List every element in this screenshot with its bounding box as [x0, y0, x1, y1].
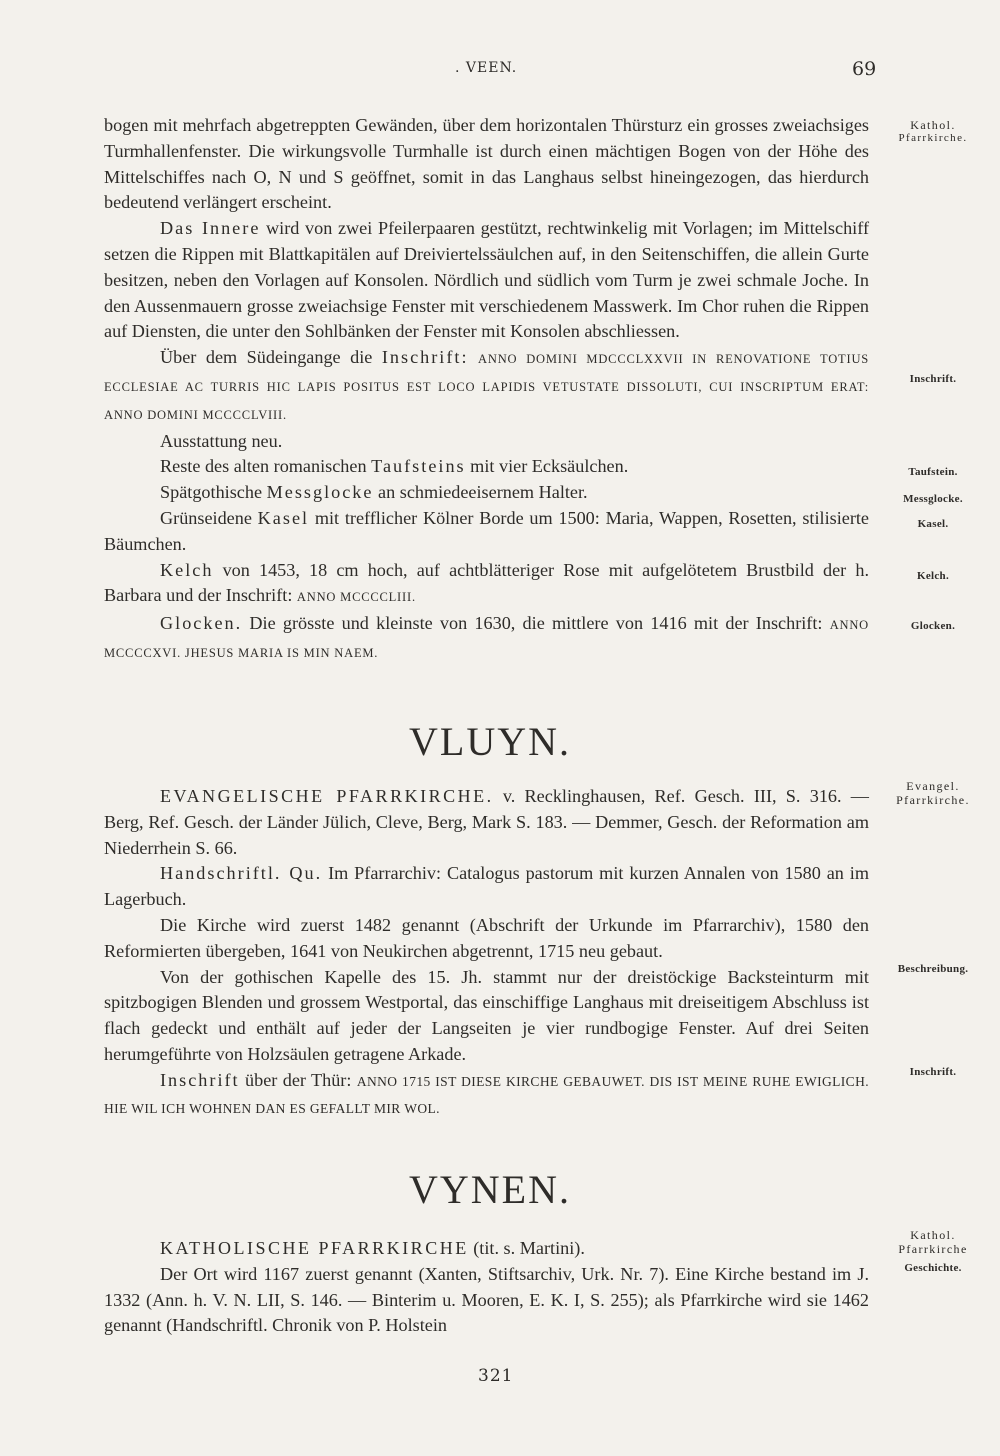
veen-paragraph-ausstattung: Ausstattung neu.	[160, 430, 283, 451]
vynen-church-title: KATHOLISCHE PFARRKIRCHE	[160, 1238, 469, 1258]
veen-inscription-paragraph: Über dem Südeingange die Inschrift: ANNO DOMINI MDCCCLXXVII IN RENOVATIONE TOTIUS ECCLESIAE AC TURRIS HIC LAPIS POSITUS EST LOCO LAPIDIS VETUSTATE DISSOLUTI, CUI INSCRIPTUM ERAT: ANNO DOMINI MCCCCLVIII.	[104, 347, 870, 422]
veen-paragraph-kasel: Grünseidene Kasel mit trefflicher Kölner Borde um 1500: Maria, Wappen, Rosetten, stilisierte Bäumchen.	[104, 507, 870, 554]
veen-section	[104, 113, 869, 667]
margin-note-kathol-2: Kathol.	[910, 1228, 956, 1242]
margin-note-pfarrkirche-3: Pfarrkirche	[898, 1242, 968, 1256]
veen-paragraph-2: Das Innere wird von zwei Pfeilerpaaren gestützt, rechtwinkelig mit Vorlagen; im Mittelschiff setzen die Rippen mit Blattkapitälen auf Dreiviertelssäulchen auf, in den Seitenschiffen, die allein Gurte besitzen, neben den Vorlagen auf Konsolen. Nördlich und südlich vom Turm je zwei schmale Joche. In den Aussenmauern grosse zweiachsige Fenster mit verschiedenem Masswerk. Im Chor ruhen die Rippen auf Diensten, die unter den Sohlbänken der Fenster mit Konsolen abschliessen.	[104, 218, 869, 342]
margin-note-evangel: Evangel.	[906, 779, 960, 793]
vynen-paragraph-1: Der Ort wird 1167 zuerst genannt (Xanten, Stiftsarchiv, Urk. Nr. 7). Eine Kirche bestand im J. 1332 (Ann. h. V. N. LII, S. 146. — Binterim u. Mooren, E. K. I, S. 255); als Pfarrkirche wird sie 1462 genannt (Handschriftl. Chronik von P. Holstein	[104, 1263, 869, 1336]
section-heading-vluyn: VLUYN.	[409, 719, 571, 764]
veen-paragraph-messglocke: Spätgothische Messglocke an schmiedeeisernem Halter.	[160, 482, 588, 503]
veen-paragraph-glocken: Glocken. Die grösste und kleinste von 1630, die mittlere von 1416 mit der Inschrift: ANNO MCCCCXVI. JHESUS MARIA IS MIN NAEM.	[104, 613, 869, 660]
keyword-das-innere: Das Innere	[160, 218, 261, 239]
margin-note-beschreibung: Beschreibung.	[897, 963, 969, 975]
margin-note-pfarrkirche-2: Pfarrkirche.	[896, 793, 970, 807]
veen-paragraph-kelch: Kelch von 1453, 18 cm hoch, auf achtblätteriger Rose mit aufgelötetem Brustbild der h. Barbara und der Inschrift: ANNO MCCCCLIII.	[104, 559, 869, 606]
folio-number: 321	[478, 1366, 514, 1386]
page-number: 69	[852, 58, 877, 80]
margin-note-kelch: Kelch.	[916, 570, 950, 582]
margin-note-inschrift-2: Inschrift.	[909, 1066, 957, 1078]
vluyn-title-paragraph: EVANGELISCHE PFARRKIRCHE. v. Recklinghausen, Ref. Gesch. III, S. 316. — Berg, Ref. Gesch. der Länder Jülich, Cleve, Berg, Mark S. 183. — Demmer, Gesch. der Reformation am Niederrhein S. 66.	[104, 786, 869, 858]
margin-note-pfarrkirche: Pfarrkirche.	[898, 132, 968, 144]
inscription-text: ANNO DOMINI MDCCCLXXVII IN RENOVATIONE TOTIUS ECCLESIAE AC TURRIS HIC LAPIS POSITUS EST LOCO LAPIDIS VETUSTATE DISSOLUTI, CUI INSCRIPTUM ERAT: ANNO DOMINI MCCCCLVIII.	[104, 352, 870, 422]
vluyn-church-title: EVANGELISCHE PFARRKIRCHE.	[160, 786, 494, 806]
veen-paragraph-1: bogen mit mehrfach abgetreppten Gewänden, über dem horizontalen Thürsturz ein grosses zweiachsiges Turmhallenfenster. Die wirkungsvolle Turmhalle ist durch einen mächtigen Bogen von der Höhe des Mittelschiffes nach O, N und S geöffnet, somit in das Langhaus selbst hineingezogen, das hierdurch bedeutend verlängert erscheint.	[104, 115, 869, 213]
margin-note-messglocke: Messglocke.	[903, 493, 963, 505]
margin-note-taufstein: Taufstein.	[908, 466, 958, 478]
vluyn-paragraph-sources: Handschriftl. Qu. Im Pfarrarchiv: Catalogus pastorum mit kurzen Annalen von 1580 an im Lagerbuch.	[104, 863, 870, 910]
margin-note-kasel: Kasel.	[917, 518, 949, 530]
margin-note-kathol: Kathol.	[910, 118, 956, 132]
margin-note-inschrift: Inschrift.	[909, 373, 957, 385]
vluyn-paragraph-history: Die Kirche wird zuerst 1482 genannt (Abschrift der Urkunde im Pfarrarchiv), 1580 den Reformierten übergeben, 1641 von Neukirchen abgetrennt, 1715 neu gebaut.	[104, 914, 869, 961]
margin-note-glocken: Glocken.	[910, 620, 956, 632]
vynen-title-paragraph: KATHOLISCHE PFARRKIRCHE (tit. s. Martini).	[160, 1238, 585, 1258]
vluyn-paragraph-description: Von der gothischen Kapelle des 15. Jh. stammt nur der dreistöckige Backsteinturm mit spitzbogigen Blenden und grossem Westportal, das einschiffige Langhaus mit dreiseitigem Abschluss ist flach gedeckt und enthält auf jeder der Langseiten je vier rundbogige Fenster. Auf drei Seiten herumgeführte von Holzsäulen getragene Arkade.	[104, 966, 869, 1064]
margin-note-geschichte: Geschichte.	[904, 1262, 962, 1274]
vluyn-section	[104, 784, 869, 1121]
keyword-inschrift: Inschrift:	[381, 347, 469, 368]
running-title: . VEEN.	[455, 60, 518, 76]
veen-paragraph-taufstein: Reste des alten romanischen Taufsteins mit vier Ecksäulchen.	[160, 456, 629, 477]
vynen-section	[104, 1236, 869, 1339]
vluyn-paragraph-inscription: Inschrift über der Thür: ANNO 1715 IST DIESE KIRCHE GEBAUWET. DIS IST MEINE RUHE EWIGLICH. HIE WIL ICH WOHNEN DAN ES GEFALLT MIR WOL.	[104, 1069, 869, 1116]
section-heading-vynen: VYNEN.	[409, 1167, 571, 1212]
